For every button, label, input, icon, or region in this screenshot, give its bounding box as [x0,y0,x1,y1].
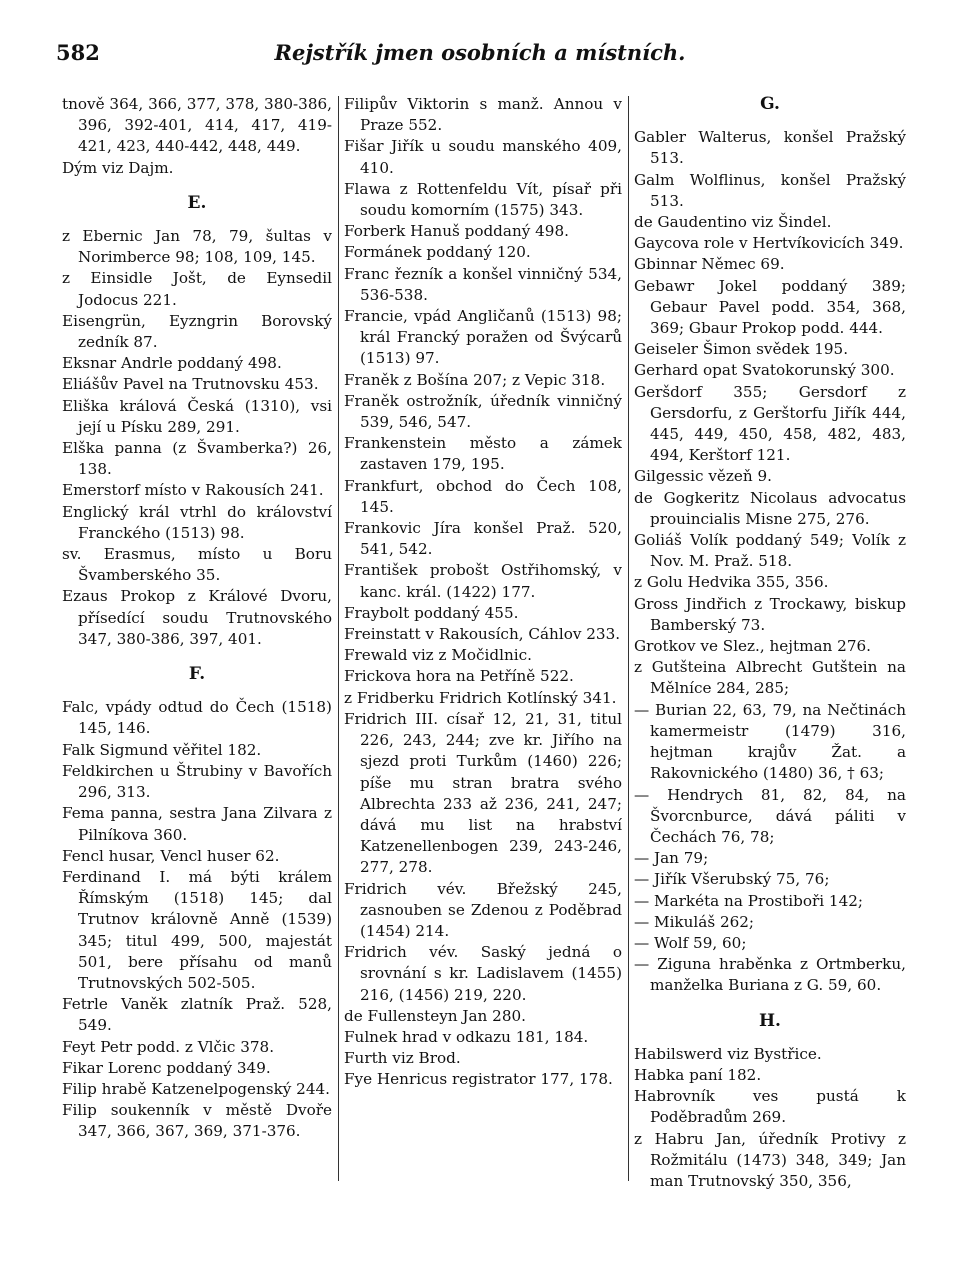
index-entry: Filip hrabě Katzenelpogenský 244. [62,1079,330,1098]
index-entry: Emerstorf místo v Rakousích 241. [62,481,324,500]
index-entry: de Gogkeritz Nicolaus advocatus prouincialis Misne 275, 276. [634,488,906,528]
index-entry: tnově 364, 366, 377, 378, 380-386, 396, 392-401, 414, 417, 419-421, 423, 440-442, 448, 449. [62,95,332,156]
index-entry: Gaycova role v Hertvíkovicích 349. [634,234,904,253]
index-entry: Filipův Viktorin s manž. Annou v Praze 552. [344,95,622,135]
index-entry: Fetrle Vaněk zlatník Praž. 528, 549. [62,995,332,1035]
index-entry: — Jan 79; [634,849,709,868]
index-entry: z Gutšteina Albrecht Gutštein na Mělníce 284, 285; [634,658,906,698]
index-entry: — Ziguna hraběnka z Ortmberku, manželka Buriana z G. 59, 60. [634,955,906,995]
index-entry: Franěk ostrožník, úředník vinničný 539, 546, 547. [344,391,622,432]
index-entry: Fulnek hrad v odkazu 181, 184. [344,1027,589,1046]
section-letter-heading: H. [759,1010,781,1031]
index-entry: Gerhard opat Svatokorunský 300. [634,361,895,380]
index-entry: Frickova hora na Petříně 522. [344,667,574,686]
index-entry: Habrovník ves pustá k Poděbradům 269. [634,1087,906,1127]
index-entry: Frankenstein město a zámek zastaven 179, 195. [344,434,622,474]
index-entry: Goliáš Volík poddaný 549; Volík z Nov. M. Praž. 518. [634,531,906,571]
index-entry: z Fridberku Fridrich Kotlínský 341. [344,688,617,707]
index-entry: Filip soukenník v městě Dvoře 347, 366, 367, 369, 371-376. [62,1101,332,1141]
index-entry: de Gaudentino viz Šindel. [634,213,832,232]
index-entry: z Einsidle Jošt, de Eynsedil Jodocus 221. [62,269,332,309]
index-entry: z Ebernic Jan 78, 79, šultas v Norimberce 98; 108, 109, 145. [62,227,332,267]
index-entry: Gilgessic vězeň 9. [634,467,772,486]
page-number: 582 [56,40,100,65]
index-entry: Ferdinand I. má býti králem Římským (1518) 145; dal Trutnov královně Anně (1539) 345; titul 499, 500, majestát 501, bere přísahu od manů Trutnovských 502-505. [62,867,332,992]
index-entry: Fye Henricus registrator 177, 178. [344,1070,613,1089]
index-entry: Fikar Lorenc poddaný 349. [62,1058,271,1077]
index-entry: de Fullensteyn Jan 280. [344,1006,526,1025]
index-entry: Habilswerd viz Bystřice. [634,1044,822,1063]
index-entry: Englický král vtrhl do království Franckého (1513) 98. [62,502,332,542]
section-letter-heading: G. [760,94,780,114]
section-letter-heading: E. [187,192,207,213]
index-entry: Freinstatt v Rakousích, Cáhlov 233. [344,625,621,644]
index-entry: Frankfurt, obchod do Čech 108, 145. [344,476,622,516]
index-entry: Eliška králová Česká (1310), vsi její u Písku 289, 291. [62,396,332,436]
index-entry: František probošt Ostřihomský, v kanc. král. (1422) 177. [344,561,622,601]
index-entry: Gross Jindřich z Trockawy, biskup Bamberský 73. [634,594,906,634]
index-entry: Habka paní 182. [634,1065,762,1084]
index-entry: — Mikuláš 262; [634,912,755,931]
index-entry: Eksnar Andrle poddaný 498. [62,354,282,373]
index-entry: Ezaus Prokop z Králové Dvoru, přísedící soudu Trutnovského 347, 380-386, 397, 401. [62,587,332,648]
running-title: Rejstřík jmen osobních a místních. [274,40,686,65]
index-entry: Gbinnar Němec 69. [634,255,785,274]
index-entry: Eisengrün, Eyzngrin Borovský zedník 87. [62,311,332,352]
index-entry: Geiseler Šimon svědek 195. [634,340,849,359]
index-entry: — Hendrych 81, 82, 84, na Švorcnburce, dává páliti v Čechách 76, 78; [634,785,906,846]
index-entry: Flawa z Rottenfeldu Vít, písař při soudu komorním (1575) 343. [344,179,622,220]
index-entry: Fišar Jiřík u soudu manského 409, 410. [344,137,622,177]
index-entry: Frewald viz z Močidlnic. [344,646,532,665]
index-entry: Frankovic Jíra konšel Praž. 520, 541, 542. [344,519,622,559]
section-letter-heading: F. [188,664,206,685]
index-column-3 [634,94,906,1234]
index-entry: Fema panna, sestra Jana Zilvara z Pilníkova 360. [62,804,332,844]
index-entry: Franc řezník a konšel vinničný 534, 536-538. [344,264,622,304]
index-entry: Fraybolt poddaný 455. [344,603,519,622]
index-entry: Feyt Petr podd. z Vlčic 378. [62,1037,275,1056]
index-entry: Furth viz Brod. [344,1049,461,1068]
index-entry: Forberk Hanuš poddaný 498. [344,222,569,241]
index-entry: Gabler Walterus, konšel Pražský 513. [634,128,906,168]
index-entry: Fencl husar, Vencl huser 62. [62,846,280,865]
index-entry: — Wolf 59, 60; [634,933,747,952]
index-entry: — Markéta na Prostiboři 142; [634,891,864,910]
index-entry: Falk Sigmund věřitel 182. [62,740,262,759]
index-entry: — Burian 22, 63, 79, na Nečtinách kamermeistr (1479) 316, hejtman krajův Žat. a Rakovnického (1480) 36, † 63; [634,700,906,783]
index-entry: Geršdorf 355; Gersdorf z Gersdorfu, z Gerštorfu Jiřík 444, 445, 449, 450, 458, 482, 483, 494, Kerštorf 121. [634,382,906,465]
index-entry: Franěk z Bošína 207; z Vepic 318. [344,370,606,389]
index-entry: Grotkov ve Slez., hejtman 276. [634,637,871,656]
index-columns [62,94,906,1254]
index-entry: Fridrich vév. Břežský 245, zasnouben se Zdenou z Poděbrad (1454) 214. [344,879,622,940]
index-entry: Feldkirchen u Štrubiny v Bavořích 296, 313. [62,761,332,802]
index-entry: z Golu Hedvika 355, 356. [634,573,829,592]
index-entry: Falc, vpády odtud do Čech (1518) 145, 146. [62,698,332,738]
index-column-1 [62,94,332,1234]
index-entry: sv. Erasmus, místo u Boru Švamberského 35. [62,545,332,585]
column-divider [628,96,629,1181]
index-entry: Francie, vpád Angličanů (1513) 98; král Francký poražen od Švýcarů (1513) 97. [344,307,622,368]
index-entry: Elška panna (z Švamberka?) 26, 138. [62,439,332,479]
page-header [56,34,904,74]
index-entry: — Jiřík Všerubský 75, 76; [634,870,830,889]
index-entry: z Habru Jan, úředník Protivy z Rožmitálu (1473) 348, 349; Jan man Trutnovský 350, 356, [634,1129,906,1190]
index-entry: Formánek poddaný 120. [344,243,531,262]
index-entry: Galm Wolflinus, konšel Pražský 513. [634,170,906,210]
index-entry: Fridrich vév. Saský jedná o srovnání s kr. Ladislavem (1455) 216, (1456) 219, 220. [344,943,622,1004]
index-entry: Gebawr Jokel poddaný 389; Gebaur Pavel podd. 354, 368, 369; Gbaur Prokop podd. 444. [634,276,906,338]
column-divider [338,96,339,1181]
index-entry: Dým viz Dajm. [62,158,174,177]
index-entry: Eliášův Pavel na Trutnovsku 453. [62,375,319,394]
index-entry: Fridrich III. císař 12, 21, 31, titul 226, 243, 244; zve kr. Jiřího na sjezd proti Turkům (1460) 226; píše mu stran bratra svého Albrechta 233 až 236, 241, 247; dává mu list na hrabství Katzenellenbogen 239, 243-246, 277, 278. [344,709,622,877]
index-column-2 [344,94,622,1234]
